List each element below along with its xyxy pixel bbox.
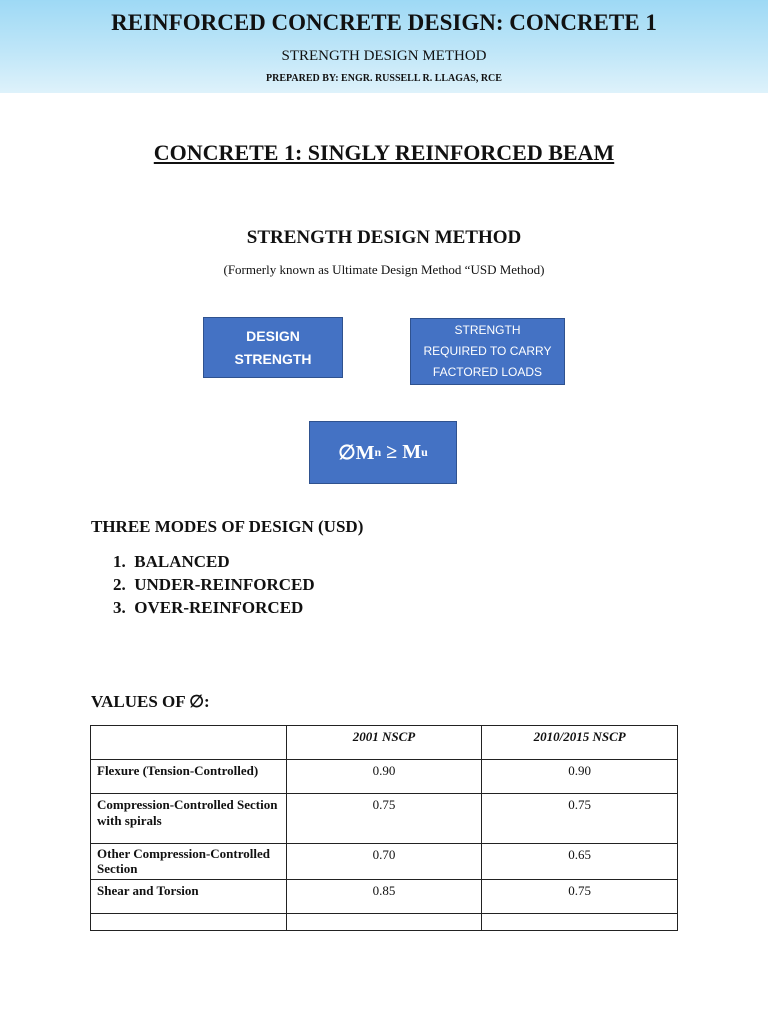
design-strength-line1: DESIGN — [246, 327, 300, 344]
table-header-cell: 2010/2015 NSCP — [482, 726, 678, 760]
required-strength-box — [410, 318, 565, 385]
design-strength-line2: STRENGTH — [234, 350, 312, 367]
table-cell-label: Shear and Torsion — [91, 880, 287, 914]
section-note: (Formerly known as Ultimate Design Method “USD Method) — [223, 262, 545, 277]
table-row — [91, 794, 678, 844]
design-equation-box — [309, 421, 457, 484]
list-item: 1. BALANCED — [113, 552, 230, 571]
document-header — [0, 0, 768, 93]
table-cell-label: Flexure (Tension-Controlled) — [91, 760, 287, 794]
required-strength-line3: FACTORED LOADS — [432, 365, 543, 379]
table-row — [91, 880, 678, 914]
equation-operator: ≥ M — [381, 441, 422, 463]
table-row — [91, 760, 678, 794]
table-cell-label — [91, 914, 287, 931]
table-row — [91, 914, 678, 931]
table-cell-value: 0.85 — [286, 880, 482, 914]
table-cell-value: 0.70 — [286, 844, 482, 880]
table-cell-value: 0.65 — [482, 844, 678, 880]
table-header-cell — [91, 726, 287, 760]
page-title: CONCRETE 1: SINGLY REINFORCED BEAM — [153, 140, 615, 165]
table-cell-value — [482, 914, 678, 931]
phi-values-title: VALUES OF ∅: — [91, 692, 210, 711]
table-cell-value: 0.90 — [286, 760, 482, 794]
list-item: 3. OVER-REINFORCED — [113, 598, 304, 617]
section-title: STRENGTH DESIGN METHOD — [246, 227, 522, 248]
header-title: REINFORCED CONCRETE DESIGN: CONCRETE 1 — [111, 10, 657, 35]
required-strength-line2: REQUIRED TO CARRY — [423, 344, 552, 358]
table-cell-value: 0.75 — [286, 794, 482, 844]
modes-title: THREE MODES OF DESIGN (USD) — [91, 517, 364, 536]
equation-sub-n: n — [374, 445, 382, 459]
prepared-by: PREPARED BY: ENGR. RUSSELL R. LLAGAS, RCE — [266, 73, 502, 84]
header-subtitle: STRENGTH DESIGN METHOD — [281, 48, 487, 64]
table-cell-label: Other Compression-Controlled Section — [91, 844, 287, 880]
table-cell-value: 0.75 — [482, 880, 678, 914]
list-item: 2. UNDER-REINFORCED — [113, 575, 315, 594]
design-strength-box — [203, 317, 343, 378]
table-cell-value: 0.90 — [482, 760, 678, 794]
equation-sub-u: u — [421, 445, 428, 459]
table-cell-value — [286, 914, 482, 931]
table-cell-label: Compression-Controlled Section with spirals — [91, 794, 287, 844]
modes-list — [113, 550, 315, 619]
table-row — [91, 844, 678, 880]
phi-values-table — [90, 725, 678, 931]
table-header-row — [91, 726, 678, 760]
equation-phi-m: ∅M — [338, 442, 375, 464]
required-strength-line1: STRENGTH — [454, 323, 521, 337]
table-header-cell: 2001 NSCP — [286, 726, 482, 760]
table-cell-value: 0.75 — [482, 794, 678, 844]
